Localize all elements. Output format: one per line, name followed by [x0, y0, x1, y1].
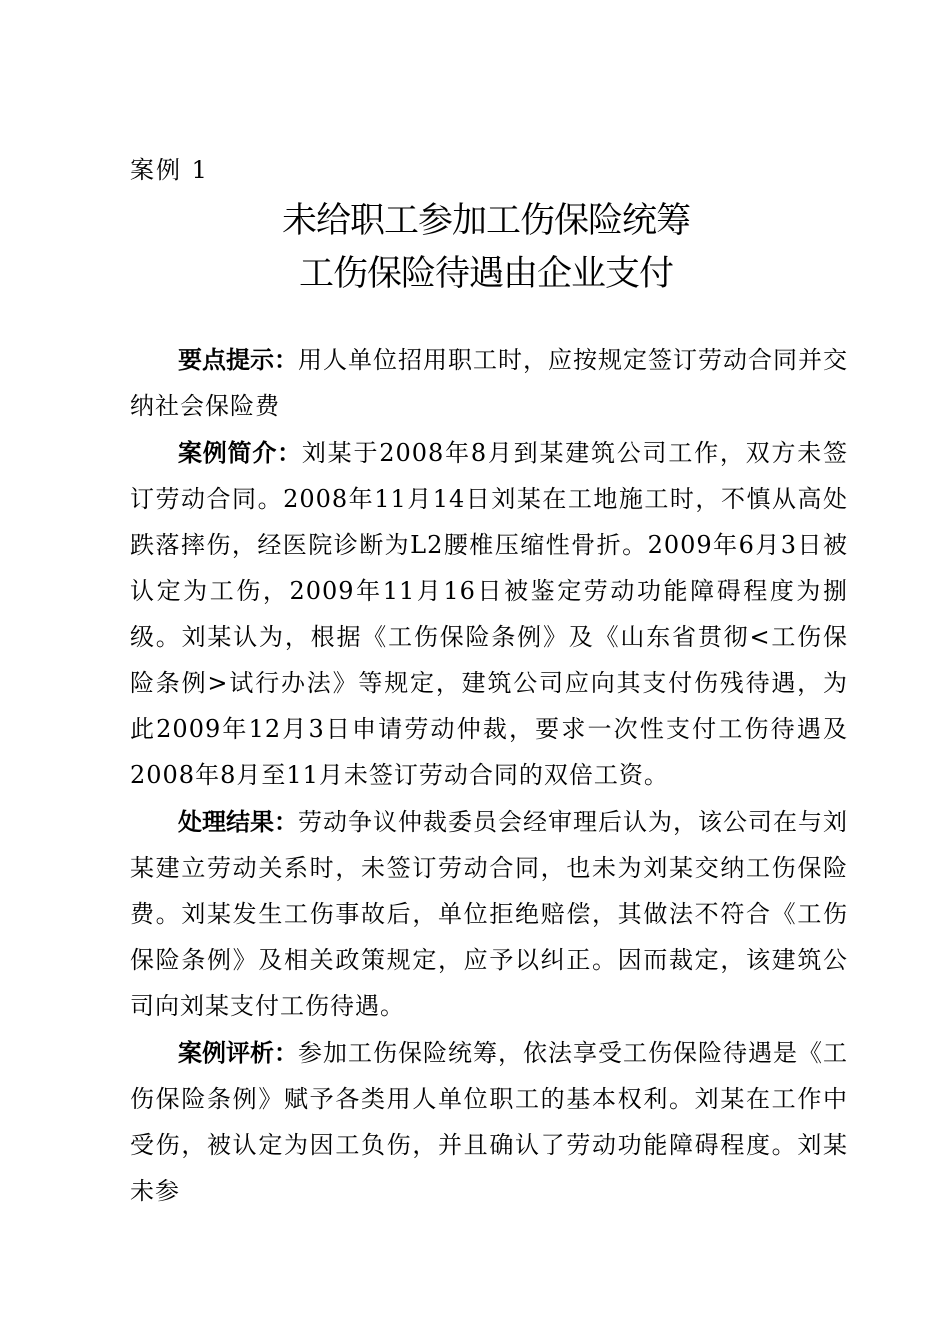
- case-label: 案例 1: [130, 156, 209, 184]
- document-title-line-1: 未给职工参加工伤保险统筹: [281, 201, 690, 241]
- key-points-paragraph: [130, 337, 848, 429]
- key-points-text: 用人单位招用职工时，应按规定签订劳动合同并交纳社会保险费: [130, 346, 848, 420]
- case-summary-text: 刘某于2008年8月到某建筑公司工作，双方未签订劳动合同。2008年11月14日刘某在工地施工时，不慎从高处跌落摔伤，经医院诊断为L2腰椎压缩性骨折。2009年6月3日被认定为工伤，2009年11月16日被鉴定劳动功能障碍程度为捌级。刘某认为，根据《工伤保险条例》及《山东省贯彻<工伤保险条例>试行办法》等规定，建筑公司应向其支付伤残待遇，为此2009年12月3日申请劳动仲裁，要求一次性支付工伤待遇及2008年8月至11月未签订劳动合同的双倍工资。: [130, 439, 848, 789]
- key-points-heading: 要点提示：: [178, 346, 298, 374]
- ruling-heading: 处理结果：: [178, 808, 298, 836]
- case-summary-heading: 案例简介：: [178, 439, 302, 467]
- ruling-paragraph: [130, 799, 848, 1029]
- case-analysis-paragraph: [130, 1030, 848, 1214]
- document-title-line-2: 工伤保险待遇由企业支付: [298, 254, 673, 294]
- ruling-text: 劳动争议仲裁委员会经审理后认为，该公司在与刘某建立劳动关系时，未签订劳动合同，也未为刘某交纳工伤保险费。刘某发生工伤事故后，单位拒绝赔偿，其做法不符合《工伤保险条例》及相关政策规定，应予以纠正。因而裁定，该建筑公司向刘某支付工伤待遇。: [130, 808, 848, 1020]
- document-body: [130, 337, 848, 1214]
- case-analysis-heading: 案例评析：: [178, 1039, 298, 1067]
- case-analysis-text: 参加工伤保险统筹，依法享受工伤保险待遇是《工伤保险条例》赋予各类用人单位职工的基本权利。刘某在工作中受伤，被认定为因工负伤，并且确认了劳动功能障碍程度。刘某未参: [130, 1039, 848, 1205]
- case-summary-paragraph: [130, 430, 848, 798]
